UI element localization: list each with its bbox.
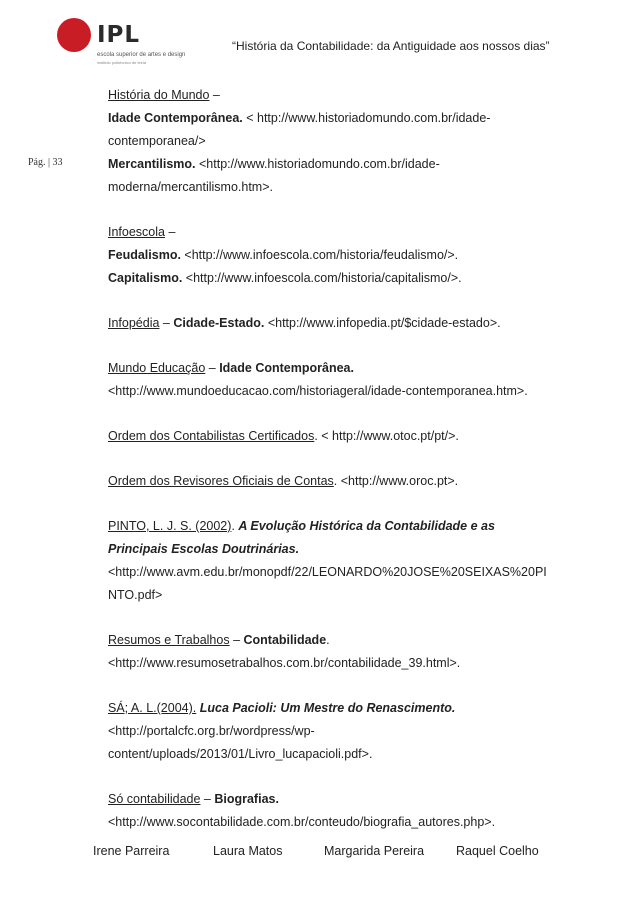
topic-title: Idade Contemporânea. bbox=[219, 361, 354, 375]
reference-infopedia bbox=[108, 312, 578, 335]
logo-subtitle: escola superior de artes e design bbox=[97, 52, 186, 58]
url-text: <http://www.socontabilidade.com.br/conteudo/biografia_autores.php>. bbox=[108, 815, 496, 829]
source-link[interactable]: Ordem dos Contabilistas Certificados bbox=[108, 429, 315, 443]
source-link[interactable]: História do Mundo bbox=[108, 88, 210, 102]
url-text: . <http://www.oroc.pt>. bbox=[333, 474, 459, 488]
source-link[interactable]: Só contabilidade bbox=[108, 792, 201, 806]
dash: – bbox=[205, 361, 220, 375]
footer-author: Laura Matos bbox=[213, 844, 283, 858]
url-text: <http://www.infoescola.com/historia/feudalismo/>. bbox=[180, 248, 459, 262]
topic-title: Feudalismo. bbox=[108, 248, 181, 262]
source-link[interactable]: Infopédia bbox=[108, 316, 160, 330]
ipl-logo bbox=[57, 18, 197, 68]
url-text: contemporanea/> bbox=[108, 134, 206, 148]
reference-sa bbox=[108, 697, 578, 766]
logo-subtitle-2: instituto politécnico de leiria bbox=[97, 60, 146, 65]
source-link[interactable]: Ordem dos Revisores Oficiais de Contas bbox=[108, 474, 334, 488]
work-title: Luca Pacioli: Um Mestre do Renascimento. bbox=[199, 701, 456, 715]
author-link[interactable]: SÁ; A. L.(2004). bbox=[108, 701, 197, 715]
source-link[interactable]: Infoescola bbox=[108, 225, 165, 239]
topic-title: Biografias. bbox=[214, 792, 279, 806]
footer-author: Raquel Coelho bbox=[456, 844, 539, 858]
url-text: <http://www.resumosetrabalhos.com.br/contabilidade_39.html>. bbox=[108, 656, 461, 670]
reference-oroc bbox=[108, 470, 578, 493]
dash: – bbox=[159, 316, 174, 330]
url-text: NTO.pdf> bbox=[108, 588, 163, 602]
work-title-cont: Principais Escolas Doutrinárias. bbox=[108, 542, 300, 556]
dash: – bbox=[209, 88, 220, 102]
reference-pinto bbox=[108, 515, 578, 607]
header-title: “História da Contabilidade: da Antiguidade aos nossos dias” bbox=[232, 39, 550, 53]
dash: – bbox=[164, 225, 176, 239]
url-text: . < http://www.otoc.pt/pt/>. bbox=[314, 429, 459, 443]
dot: . bbox=[326, 633, 330, 647]
url-text: content/uploads/2013/01/Livro_lucapacioli.pdf>. bbox=[108, 747, 373, 761]
dash: – bbox=[200, 792, 215, 806]
url-text: <http://www.avm.edu.br/monopdf/22/LEONARDO%20JOSE%20SEIXAS%20PI bbox=[108, 565, 547, 579]
footer-author: Irene Parreira bbox=[93, 844, 170, 858]
url-text: <http://portalcfc.org.br/wordpress/wp- bbox=[108, 724, 315, 738]
reference-historiadomundo bbox=[108, 84, 578, 199]
topic-title: Mercantilismo. bbox=[108, 157, 196, 171]
work-title: A Evolução Histórica da Contabilidade e as bbox=[238, 519, 495, 533]
page-number: Pág. | 33 bbox=[28, 157, 63, 168]
dash: – bbox=[229, 633, 244, 647]
reference-resumos bbox=[108, 629, 578, 675]
topic-title: Contabilidade bbox=[243, 633, 327, 647]
source-link[interactable]: Mundo Educação bbox=[108, 361, 206, 375]
reference-mundoeducacao bbox=[108, 357, 578, 403]
reference-otoc bbox=[108, 425, 578, 448]
url-text: < http://www.historiadomundo.com.br/idade- bbox=[242, 111, 491, 125]
reference-infoescola bbox=[108, 221, 578, 290]
source-link[interactable]: Resumos e Trabalhos bbox=[108, 633, 230, 647]
url-text: <http://www.infopedia.pt/$cidade-estado>. bbox=[264, 316, 501, 330]
url-text: moderna/mercantilismo.htm>. bbox=[108, 180, 273, 194]
logo-text: IPL bbox=[97, 22, 141, 48]
topic-title: Idade Contemporânea. bbox=[108, 111, 243, 125]
references-list bbox=[108, 84, 578, 856]
separator: . bbox=[231, 519, 239, 533]
logo-circle-icon bbox=[57, 18, 91, 52]
topic-title: Capitalismo. bbox=[108, 271, 183, 285]
url-text: <http://www.mundoeducacao.com/historiageral/idade-contemporanea.htm>. bbox=[108, 384, 528, 398]
reference-socontabilidade bbox=[108, 788, 578, 834]
author-link[interactable]: PINTO, L. J. S. (2002) bbox=[108, 519, 232, 533]
url-text: <http://www.infoescola.com/historia/capitalismo/>. bbox=[182, 271, 462, 285]
footer-author: Margarida Pereira bbox=[324, 844, 425, 858]
url-text: <http://www.historiadomundo.com.br/idade- bbox=[195, 157, 440, 171]
topic-title: Cidade-Estado. bbox=[173, 316, 265, 330]
